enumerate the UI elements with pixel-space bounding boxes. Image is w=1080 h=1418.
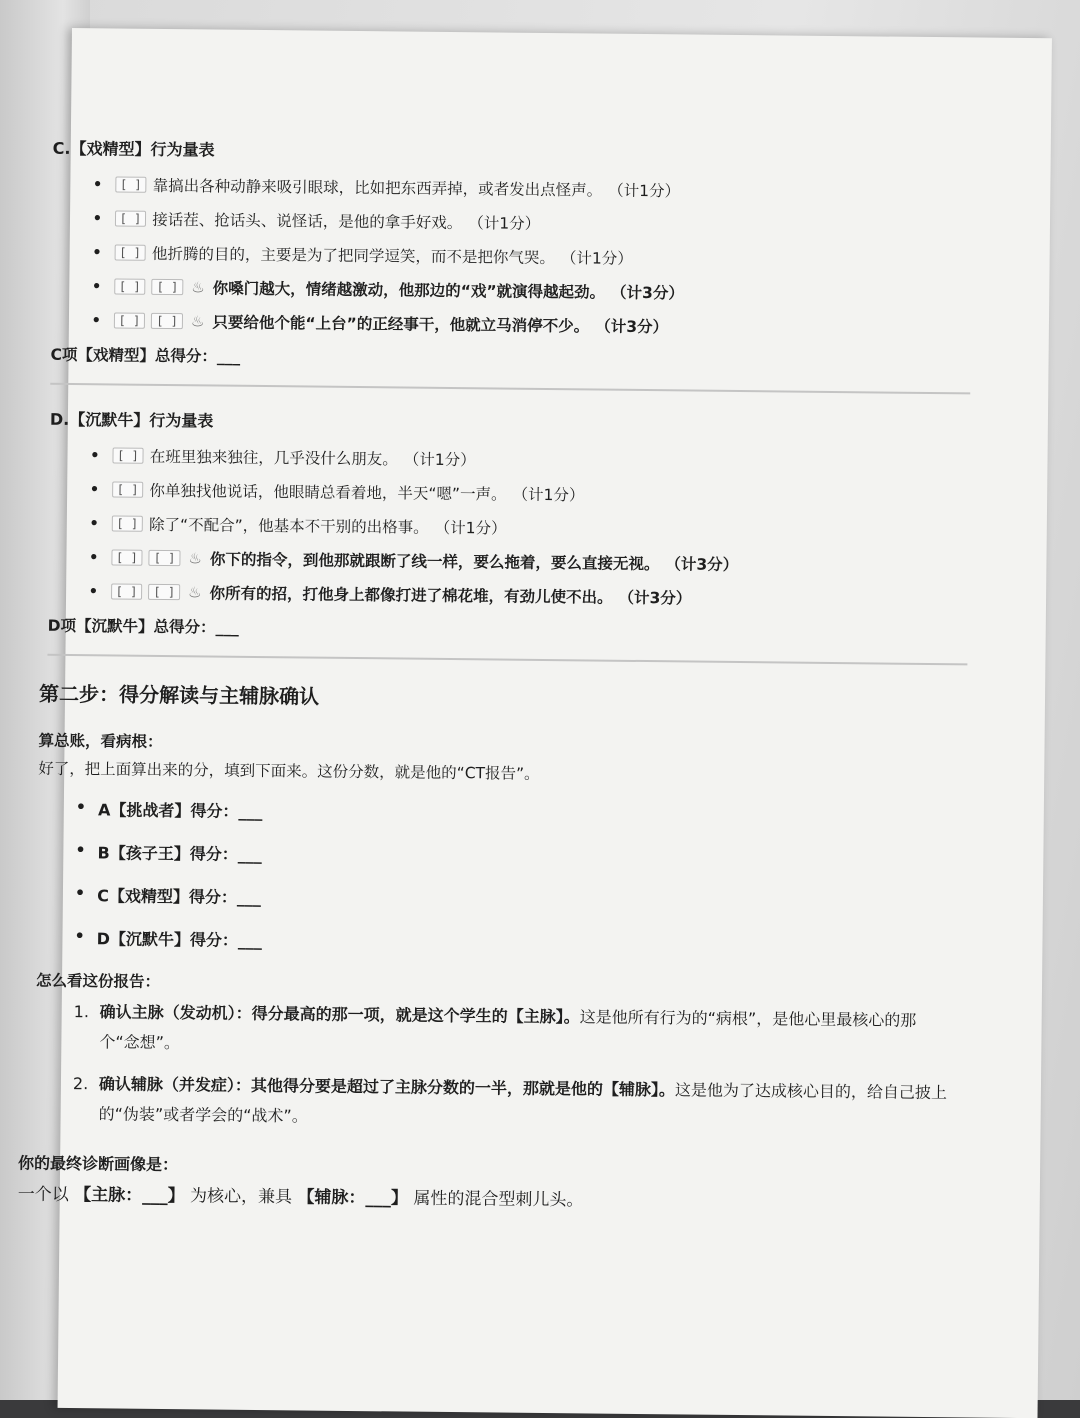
item-text: 你下的指令，到他那就跟断了线一样，要么拖着，要么直接无视。	[209, 550, 660, 574]
item-text: 在班里独来独往，几乎没什么朋友。	[149, 447, 398, 469]
score-item-a: • A【挑战者】得分：___	[76, 797, 1006, 830]
item-text: 除了“不配合”，他基本不干别的出格事。	[149, 515, 429, 537]
score-item-b: • B【孩子王】得分：___	[75, 840, 1005, 873]
item-points: （计1分）	[468, 214, 541, 233]
step-text	[99, 997, 954, 1066]
item-text: 只要给他个能“上台”的正经事干，他就立马消停不少。	[212, 313, 590, 336]
fire-icon: ♨	[190, 312, 205, 331]
item-points: （计1分）	[512, 485, 585, 505]
score-item-d: • D【沉默牛】得分：___	[74, 926, 1004, 959]
item-points: （计3分）	[618, 588, 692, 608]
item-points: （计1分）	[560, 249, 633, 268]
fire-icon: ♨	[188, 549, 203, 568]
checkbox[interactable]: • [ ]	[112, 481, 144, 497]
final-part: 一个以	[17, 1184, 69, 1206]
document-page	[17, 28, 1052, 1418]
checkbox[interactable]: • [ ]	[111, 549, 143, 565]
item-text: 你所有的招，打他身上都像打进了棉花堆，有劲儿使不出。	[209, 584, 613, 607]
checkbox[interactable]: • [ ]	[113, 312, 145, 328]
item-text: 靠搞出各种动静来吸引眼球，比如把东西弄掉，或者发出点怪声。	[152, 176, 603, 200]
step-number: 2.	[72, 1074, 89, 1094]
step-number: 1.	[73, 1002, 90, 1022]
step-bold: 确认辅脉（并发症）：其他得分要是超过了主脉分数的一半，那就是他的【辅脉】。	[98, 1074, 676, 1100]
checkbox[interactable]: • [ ]	[111, 515, 143, 531]
section-c-item	[92, 207, 1012, 239]
step-rest: 这是他为了达成核心目的，给自己披上的“伪装”或者学会的“战术”。	[98, 1080, 948, 1126]
section-d-items	[48, 444, 1010, 612]
item-points: （计3分）	[665, 555, 739, 575]
item-points: （计1分）	[434, 518, 507, 538]
step-text	[98, 1069, 953, 1138]
final-aux-blank: 【辅脉：___】	[297, 1187, 409, 1209]
divider	[47, 654, 967, 666]
item-text: 他折腾的目的，主要是为了把同学逗笑，而不是把你气哭。	[151, 244, 556, 268]
final-heading: 你的最终诊断画像是：	[18, 1153, 179, 1175]
item-points: （计3分）	[611, 283, 684, 303]
step-item	[73, 997, 954, 1066]
score-item-c: • C【戏精型】得分：___	[75, 883, 1005, 916]
checkbox[interactable]: [ ]	[151, 313, 183, 329]
section-c-item	[92, 173, 1012, 205]
checkbox[interactable]: • [ ]	[114, 244, 146, 260]
section-c-item	[91, 309, 1011, 341]
step-bold: 确认主脉（发动机）：得分最高的那一项，就是这个学生的【主脉】。	[99, 1002, 580, 1027]
step-rest: 这是他所有行为的“病根”，是他心里最核心的那个“念想”。	[99, 1007, 917, 1053]
item-text: 接话茬、抢话头、说怪话，是他的拿手好戏。	[152, 210, 463, 233]
checkbox[interactable]: • [ ]	[112, 447, 144, 463]
final-part: 属性的混合型刺儿头。	[413, 1188, 584, 1211]
section-c-item	[91, 275, 1011, 307]
score-list	[44, 797, 1006, 959]
tally-text: 好了，把上面算出来的分，填到下面来。这份分数，就是他的“CT报告”。	[38, 759, 540, 783]
section-d-total: D项【沉默牛】总得分：___	[47, 616, 239, 637]
section-d-item	[88, 580, 1008, 612]
section-d-title: D.【沉默牛】行为量表	[49, 409, 214, 431]
item-points: （计3分）	[595, 317, 669, 337]
section-d-item	[89, 478, 1009, 510]
section-c-item	[92, 241, 1012, 273]
item-text: 你嗓门越大，情绪越激动，他那边的“戏”就演得越起劲。	[212, 279, 606, 302]
section-c-items	[51, 173, 1013, 341]
final-sentence	[18, 1179, 1002, 1214]
checkbox[interactable]: • [ ]	[115, 176, 147, 192]
section-d-item	[89, 512, 1009, 544]
item-text: 你单独找他说话，他眼睛总看着地，半天“嗯”一声。	[149, 481, 507, 504]
checkbox[interactable]: • [ ]	[114, 278, 146, 294]
checkbox[interactable]: [ ]	[152, 279, 184, 295]
item-points: （计1分）	[403, 450, 476, 470]
tally-heading: 算总账，看病根：	[38, 731, 163, 751]
fire-icon: ♨	[191, 278, 205, 297]
checkbox[interactable]: [ ]	[148, 584, 180, 600]
how-heading: 怎么看这份报告：	[35, 971, 161, 991]
step-item	[72, 1069, 953, 1138]
fire-icon: ♨	[188, 583, 202, 602]
section-c-title: C.【戏精型】行为量表	[52, 138, 215, 160]
item-points: （计1分）	[608, 181, 681, 201]
checkbox[interactable]: [ ]	[149, 550, 181, 566]
divider	[50, 383, 970, 395]
final-main-blank: 【主脉：___】	[74, 1185, 185, 1207]
section-d-item	[88, 546, 1008, 578]
section-c-total: C项【戏精型】总得分：___	[50, 345, 241, 366]
step2-title: 第二步：得分解读与主辅脉确认	[38, 681, 320, 709]
interpret-steps	[42, 997, 1003, 1139]
checkbox[interactable]: • [ ]	[111, 583, 143, 599]
section-d-item	[89, 444, 1009, 476]
checkbox[interactable]: • [ ]	[115, 210, 147, 226]
page-content	[17, 136, 1013, 1215]
final-part: 为核心，兼具	[189, 1186, 293, 1208]
